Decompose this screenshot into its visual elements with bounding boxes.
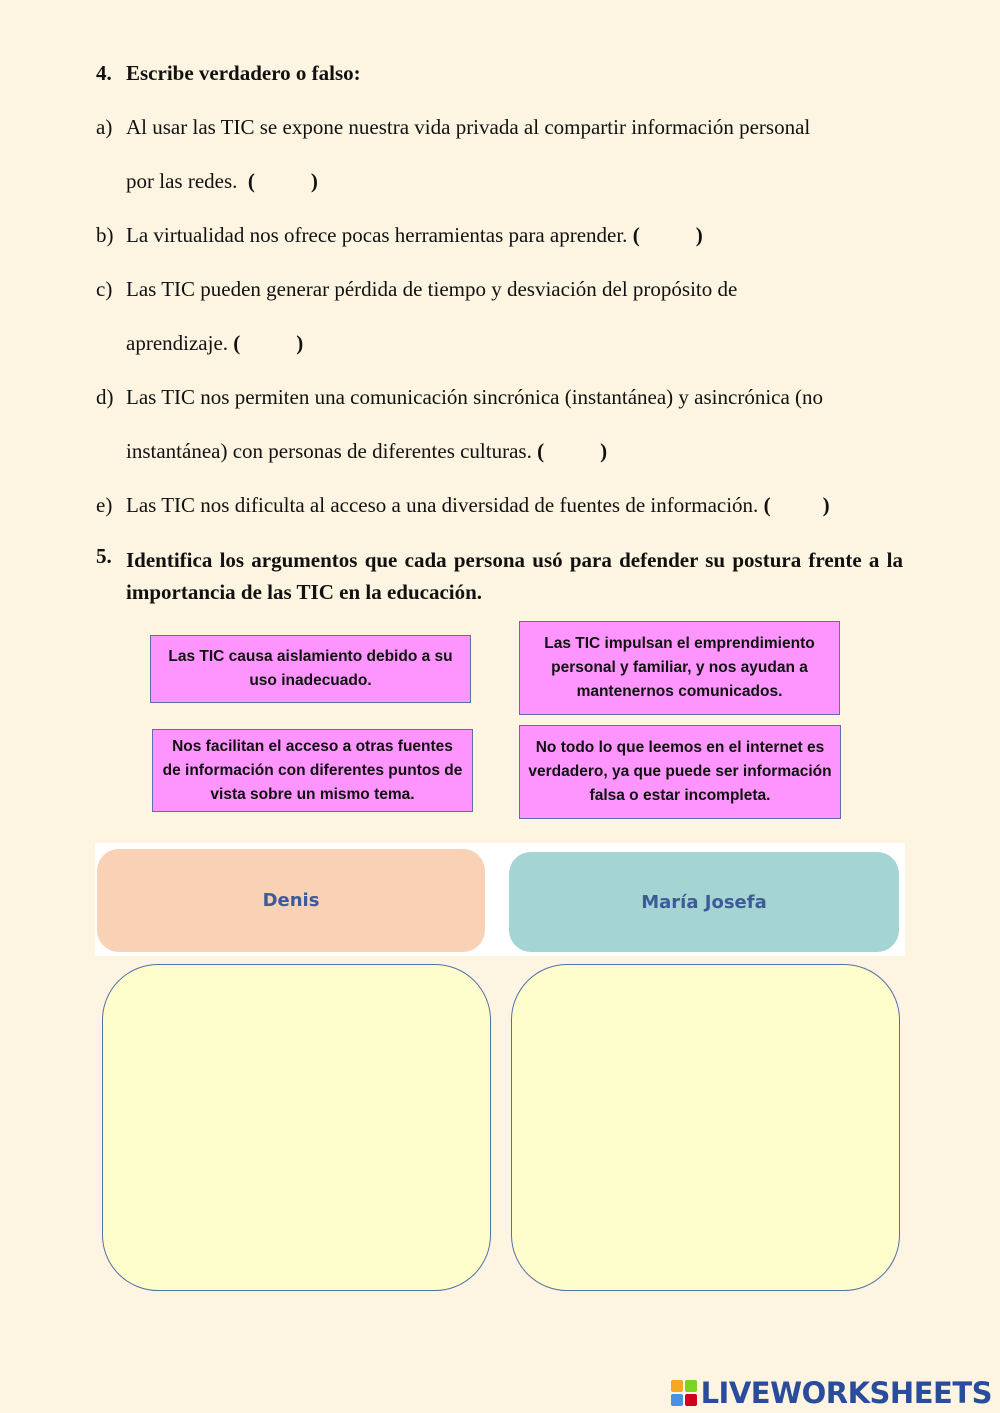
argument-card[interactable]: No todo lo que leemos en el internet es verdadero, ya que puede ser información falsa o estar incompleta. <box>519 725 841 819</box>
logo-text: LIVEWORKSHEETS <box>700 1376 992 1410</box>
question-number: 5. <box>96 544 112 568</box>
drop-zone-maria-josefa[interactable] <box>511 964 900 1291</box>
drop-zone-denis[interactable] <box>102 964 491 1291</box>
argument-card[interactable]: Nos facilitan el acceso a otras fuentes de información con diferentes puntos de vista sobre un mismo tema. <box>152 729 473 812</box>
person-label-maria-josefa: María Josefa <box>509 852 899 952</box>
logo-mark-icon <box>671 1380 697 1406</box>
question-title: Escribe verdadero o falso: <box>126 61 361 85</box>
item-text: La virtualidad nos ofrece pocas herramientas para aprender. <box>126 223 628 247</box>
answer-blank[interactable]: ( ) <box>247 169 318 193</box>
item-text: Las TIC nos permiten una comunicación sincrónica (instantánea) y asincrónica (no <box>126 385 824 409</box>
question-number: 4. <box>96 61 112 85</box>
item-letter: e) <box>96 493 113 517</box>
person-label-denis: Denis <box>97 849 485 952</box>
answer-blank[interactable]: ( ) <box>233 331 304 355</box>
item-text: instantánea) con personas de diferentes culturas. <box>126 439 532 463</box>
item-text: Las TIC nos dificulta al acceso a una diversidad de fuentes de información. <box>126 493 759 517</box>
answer-blank[interactable]: ( ) <box>537 439 608 463</box>
answer-blank[interactable]: ( ) <box>763 493 830 517</box>
answer-blank[interactable]: ( ) <box>632 223 703 247</box>
item-letter: b) <box>96 223 114 247</box>
item-text: por las redes. <box>126 169 238 193</box>
question-title: Identifica los argumentos que cada persona usó para defender su postura frente a la importancia de las TIC en la educación. <box>126 548 903 604</box>
item-text: aprendizaje. <box>126 331 229 355</box>
liveworksheets-logo <box>671 1376 992 1410</box>
argument-card[interactable]: Las TIC causa aislamiento debido a su uso inadecuado. <box>150 635 471 703</box>
item-letter: a) <box>96 115 113 139</box>
item-letter: d) <box>96 385 114 409</box>
argument-card[interactable]: Las TIC impulsan el emprendimiento personal y familiar, y nos ayudan a mantenernos comunicados. <box>519 621 840 715</box>
item-text: Las TIC pueden generar pérdida de tiempo y desviación del propósito de <box>126 277 738 301</box>
item-letter: c) <box>96 277 113 301</box>
item-text: Al usar las TIC se expone nuestra vida privada al compartir información personal <box>126 115 811 139</box>
